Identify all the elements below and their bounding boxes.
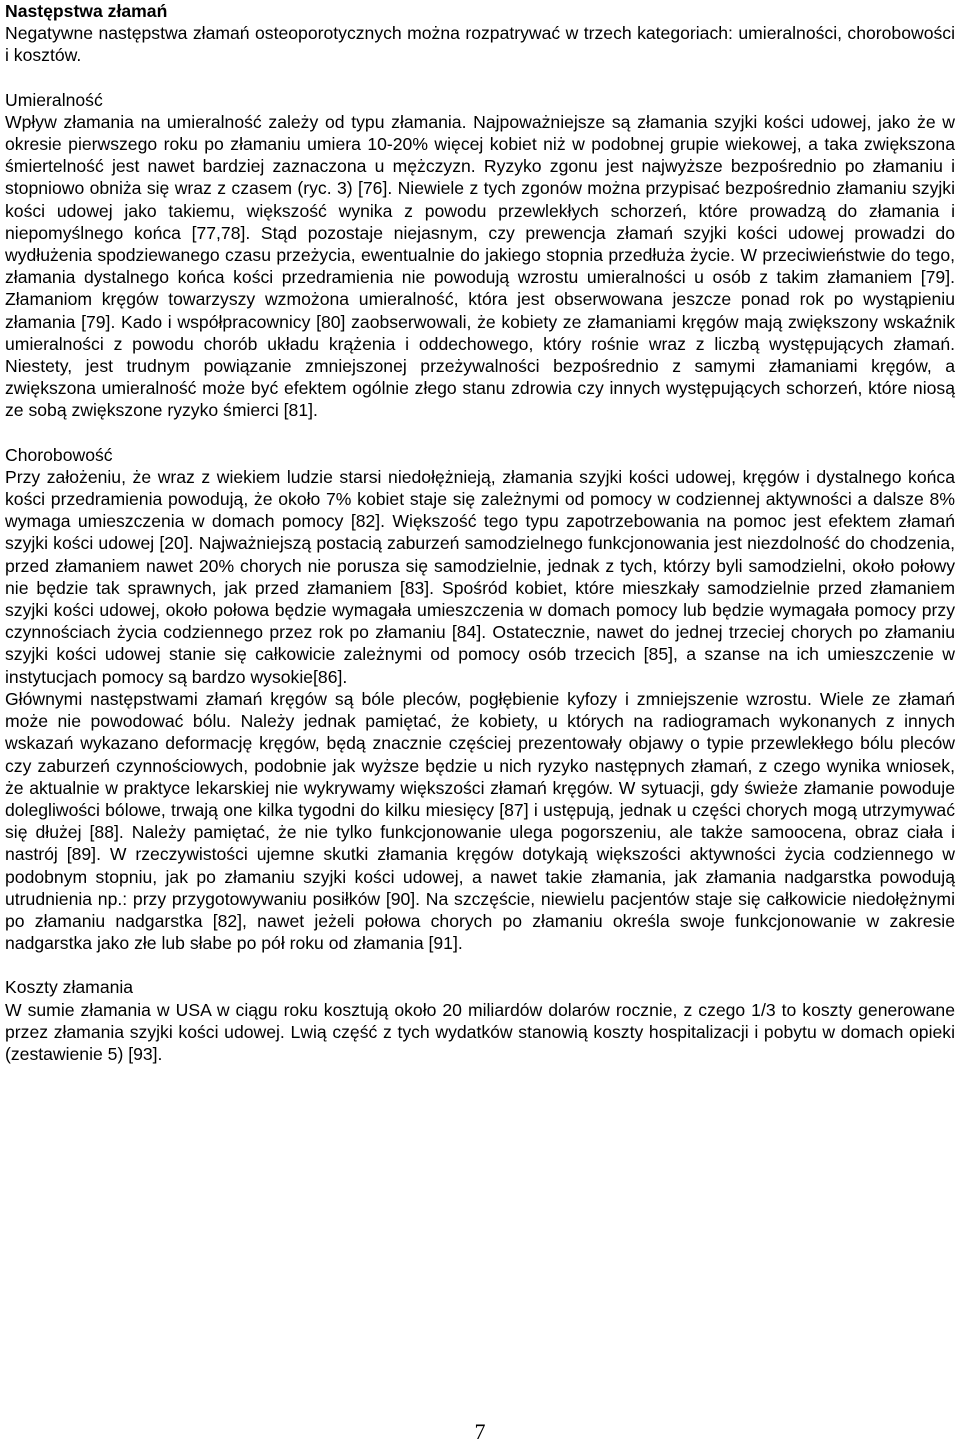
document-page: [5, 0, 955, 1065]
section-title-costs: Koszty złamania: [5, 977, 134, 998]
section-title-mortality: Umieralność: [5, 89, 103, 110]
page-heading: Następstwa złamań: [5, 1, 168, 21]
spacer: [5, 67, 955, 89]
section-mortality: [5, 89, 955, 422]
section-title-morbidity: Chorobowość: [5, 444, 113, 465]
mortality-paragraph: Wpływ złamania na umieralność zależy od typu złamania. Najpoważniejsze są złamania szyjki kości udowej, jako że w okresie pierwszego roku po złamaniu umiera 10-20% więcej kobiet niż w podobnej grupie wiekowej, a taka zwiększona śmiertelność jest nawet bardziej zaznaczona u mężczyzn. Ryzyko zgonu jest najwyższe bezpośrednio po złamaniu i stopniowo obniża się wraz z czasem (ryc. 3) [76]. Niewiele z tych zgonów można przypisać bezpośrednio złamaniu szyjki kości udowej jako takiemu, większość wynika z powodu przewlekłych schorzeń, które prowadzą do złamania i niepomyślnego końca [77,78]. Stąd pozostaje niejasnym, czy prewencja złamań szyjki kości udowej prowadzi do wydłużenia spodziewanego czasu przeżycia, ewentualnie do jakiego stopnia przedłuża życie. W przeciwieństwie do tego, złamania dystalnego końca kości przedramienia nie powodują wzrostu umieralności u osób z takim złamaniem [79]. Złamaniom kręgów towarzyszy wzmożona umieralność, która jest obserwowana jeszcze ponad rok po wystąpieniu złamania [79]. Kado i współpracownicy [80] zaobserwowali, że kobiety ze złamaniami kręgów mają zwiększony wskaźnik umieralności z powodu chorób układu krążenia i oddechowego, który rośnie wraz z liczbą występujących złamań. Niestety, jest trudnym powiązanie zmniejszonej przeżywalności bezpośrednio z samymi złamaniami kręgów, a zwiększona umieralność może być efektem ogólnie złego stanu zdrowia czy innych występujących schorzeń, które niosą ze sobą zwiększone ryzyko śmierci [81].: [5, 111, 955, 421]
morbidity-paragraph-1: Przy założeniu, że wraz z wiekiem ludzie starsi niedołężnieją, złamania szyjki kości udowej, kręgów i dystalnego końca kości przedramienia powodują, że około 7% kobiet staje się zależnymi od pomocy w codziennej aktywności a dalsze 8% wymaga umieszczenia w domach pomocy [82]. Większość tego typu zapotrzebowania na pomoc jest efektem złamań szyjki kości udowej [20]. Najważniejszą postacią zaburzeń samodzielnego funkcjonowania jest niezdolność do chodzenia, przed złamaniem nawet 20% chorych nie porusza się samodzielnie, jednak z tych, którzy byli samodzielni, około połowy nie będzie tak sprawnych, jak przed złamaniem [83]. Spośród kobiet, które mieszkały samodzielnie przed złamaniem szyjki kości udowej, około połowa będzie wymagała umieszczenia w domach pomocy lub będzie wymagała pomocy przy czynnościach życia codziennego przez rok po złamaniu [84]. Ostatecznie, nawet do jednej trzeciej chorych po złamaniu szyjki kości udowej stanie się całkowicie zależnymi od pomocy osób trzecich [85], a szanse na ich umieszczenie w instytucjach pomocy są bardzo wysokie[86].: [5, 466, 955, 687]
intro-paragraph: Negatywne następstwa złamań osteoporotycznych można rozpatrywać w trzech kategoriach: umieralności, chorobowości i kosztów.: [5, 23, 955, 66]
section-costs: [5, 976, 955, 1065]
spacer: [5, 422, 955, 444]
morbidity-paragraph-2: Głównymi następstwami złamań kręgów są bóle pleców, pogłębienie kyfozy i zmniejszenie wzrostu. Wiele ze złamań może nie powodować bólu. Należy jednak pamiętać, że kobiety, u których na radiogramach wykonanych z innych wskazań wykazano deformację kręgów, będą znacznie częściej prezentowały objawy o typie przewlekłego bólu pleców czy zaburzeń czynnościowych, podobnie jak wyższe będzie u nich ryzyko następnych złamań, z czego wynika wniosek, że aktualnie w praktyce lekarskiej nie wykrywamy większości złamań kręgów. W sytuacji, gdy świeże złamanie powoduje dolegliwości bólowe, trwają one kilka tygodni do kilku miesięcy [87] i ustępują, jednak u części chorych mogą utrzymywać się dłużej [88]. Należy pamiętać, że nie tylko funkcjonowanie ulega pogorszeniu, ale także samoocena, obraz ciała i nastrój [89]. W rzeczywistości ujemne skutki złamania kręgów dotykają większości aktywności życia codziennego w podobnym stopniu, jak po złamaniu szyjki kości udowej, a nawet takie złamania, jak złamania nadgarstka powodują utrudnienia np.: przy przygotowywaniu posiłków [90]. Na szczęście, niewielu pacjentów staje się całkowicie niedołężnymi po złamaniu nadgarstka [82], nawet jeżeli połowa chorych po złamaniu określa swoje funkcjonowanie w zakresie nadgarstka jako złe lub słabe po pół roku od złamania [91].: [5, 688, 955, 954]
costs-paragraph: W sumie złamania w USA w ciągu roku kosztują około 20 miliardów dolarów rocznie, z czego 1/3 to koszty generowane przez złamania szyjki kości udowej. Lwią część z tych wydatków stanowią koszty hospitalizacji i pobytu w domach opieki (zestawienie 5) [93].: [5, 999, 955, 1064]
section-morbidity: [5, 444, 955, 955]
page-number: 7: [474, 1419, 486, 1444]
spacer: [5, 954, 955, 976]
